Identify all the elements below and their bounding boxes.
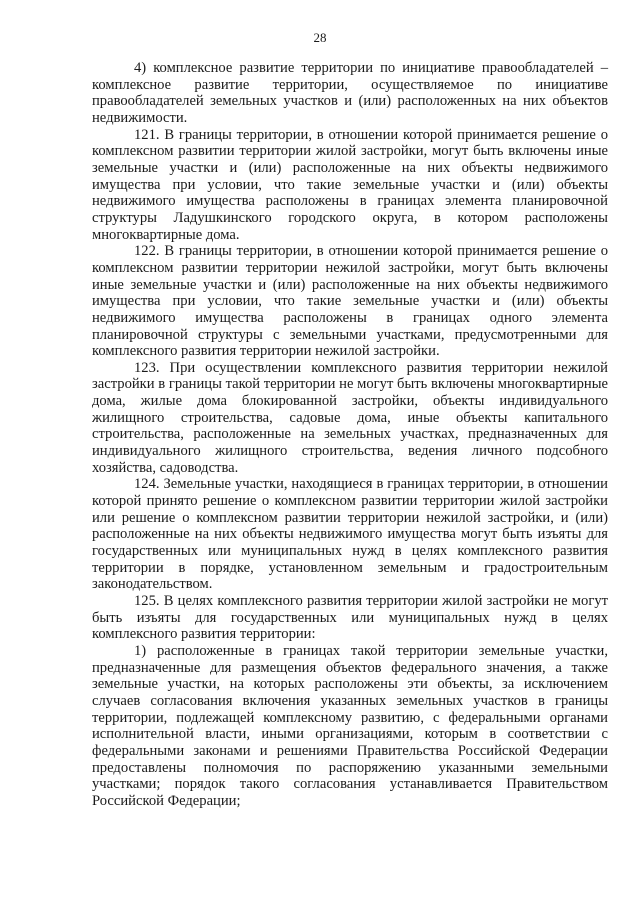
paragraph-item-4: 4) комплексное развитие территории по инициативе правообладателей – комплексное развитие территории, осуществляемое по инициативе правообладателей земельных участков и (или) расположенных на них объектов недвижимости. xyxy=(92,60,608,126)
paragraph-123: 123. При осуществлении комплексного развития территории нежилой застройки в границы такой территории не могут быть включены многоквартирные дома, жилые дома блокированной застройки, объекты индивидуального жилищного строительства, садовые дома, иные объекты капитального строительства, расположенные на земельных участках, предназначенных для индивидуального жилищного строительства, ведения личного подсобного хозяйства, садоводства. xyxy=(92,359,608,476)
paragraph-121: 121. В границы территории, в отношении которой принимается решение о комплексном развитии территории жилой застройки, могут быть включены иные земельные участки и (или) расположенные на них объекты недвижимого имущества при условии, что такие земельные участки и (или) объекты недвижимого имущества расположены в границах элемента планировочной структуры Ладушкинского городского округа, в котором расположены многоквартирные дома. xyxy=(92,126,608,243)
paragraph-125-item-1: 1) расположенные в границах такой территории земельные участки, предназначенные для размещения объектов федерального значения, а также земельные участки, на которых расположены эти объекты, за исключением случаев согласования включения указанных земельных участков в границы территории, подлежащей комплексному развитию, с федеральными органами исполнительной власти, иными организациями, которым в соответствии с федеральными законами и решениями Правительства Российской Федерации предоставлены полномочия по распоряжению указанными земельными участками; порядок такого согласования устанавливается Правительством Российской Федерации; xyxy=(92,642,608,809)
document-body xyxy=(92,60,608,810)
paragraph-125: 125. В целях комплексного развития территории жилой застройки не могут быть изъяты для государственных или муниципальных нужд в целях комплексного развития территории: xyxy=(92,593,608,643)
page-number: 28 xyxy=(313,30,327,45)
paragraph-122: 122. В границы территории, в отношении которой принимается решение о комплексном развитии территории нежилой застройки, могут быть включены иные земельные участки и (или) расположенные на них объекты недвижимого имущества при условии, что такие земельные участки и (или) объекты недвижимого имущества расположены в границах одного элемента планировочной структуры с земельными участками, предусмотренными для комплексного развития территории нежилой застройки. xyxy=(92,243,608,360)
paragraph-124: 124. Земельные участки, находящиеся в границах территории, в отношении которой принято решение о комплексном развитии территории жилой застройки или решение о комплексном развитии территории нежилой застройки, и (или) расположенные на них объекты недвижимого имущества могут быть изъяты для государственных или муниципальных нужд в целях комплексного развития территории в порядке, установленном земельным и градостроительным законодательством. xyxy=(92,476,608,593)
